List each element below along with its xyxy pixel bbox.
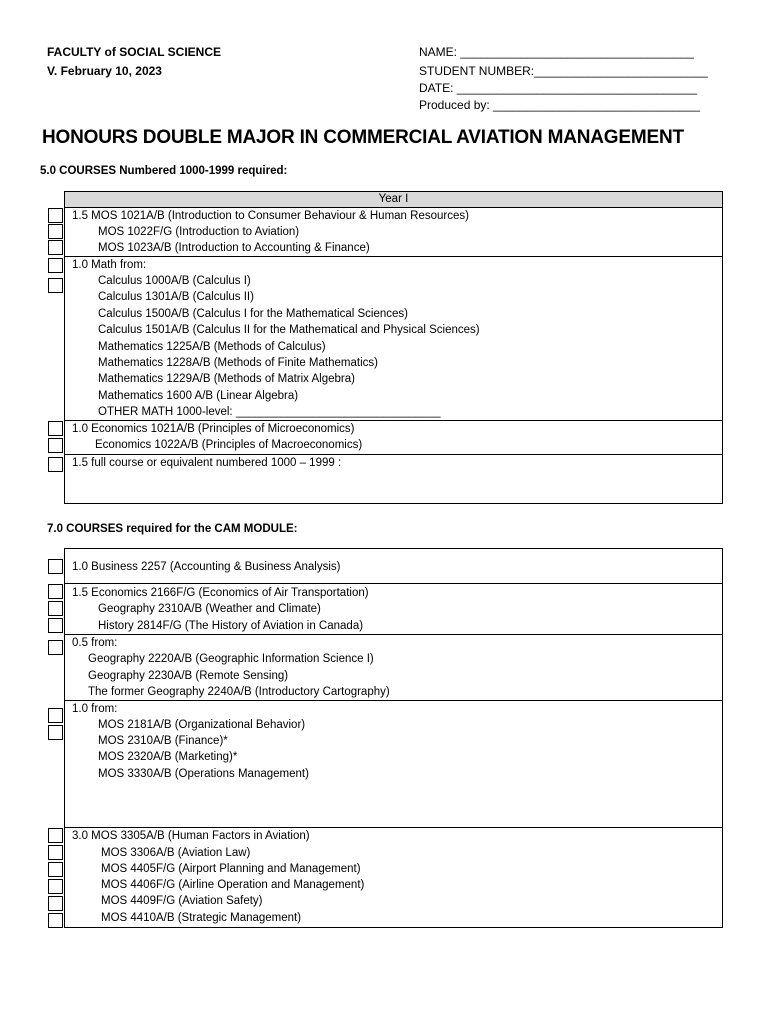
course-line: 1.0 Economics 1021A/B (Principles of Microeconomics)	[72, 423, 355, 435]
checkbox[interactable]	[48, 845, 63, 860]
course-line: Geography 2220A/B (Geographic Information Science I)	[88, 653, 374, 665]
checkbox[interactable]	[48, 208, 63, 223]
date-field[interactable]: DATE: ____________________________________	[419, 81, 698, 95]
course-line: MOS 2181A/B (Organizational Behavior)	[98, 719, 306, 731]
section2-heading: 7.0 COURSES required for the CAM MODULE:	[47, 523, 298, 535]
checkbox[interactable]	[48, 601, 63, 616]
course-line: 1.0 Math from:	[72, 259, 147, 271]
faculty-name: FACULTY of SOCIAL SCIENCE	[47, 45, 222, 59]
course-line: 1.0 from:	[72, 703, 118, 715]
course-line: MOS 1023A/B (Introduction to Accounting & Finance)	[98, 242, 370, 254]
course-line: 1.5 MOS 1021A/B (Introduction to Consumer Behaviour & Human Resources)	[72, 210, 469, 222]
course-line: Mathematics 1228A/B (Methods of Finite Mathematics)	[98, 357, 378, 369]
row-divider	[64, 583, 723, 584]
checkbox[interactable]	[48, 862, 63, 877]
course-line: MOS 4406F/G (Airline Operation and Management)	[101, 879, 365, 891]
student-number-field[interactable]: STUDENT NUMBER:__________________________	[419, 64, 708, 78]
version-date: V. February 10, 2023	[47, 64, 162, 78]
course-line: History 2814F/G (The History of Aviation in Canada)	[98, 620, 364, 632]
course-line: MOS 3306A/B (Aviation Law)	[101, 847, 251, 859]
course-line: 0.5 from:	[72, 637, 118, 649]
checkbox[interactable]	[48, 725, 63, 740]
year-header: Year I	[64, 191, 723, 208]
checkbox[interactable]	[48, 708, 63, 723]
checkbox[interactable]	[48, 584, 63, 599]
page-title: HONOURS DOUBLE MAJOR IN COMMERCIAL AVIATION MANAGEMENT	[42, 127, 684, 148]
course-line: The former Geography 2240A/B (Introductory Cartography)	[88, 686, 390, 698]
checkbox[interactable]	[48, 457, 63, 472]
course-line: MOS 4409F/G (Aviation Safety)	[101, 895, 263, 907]
course-line: 1.0 Business 2257 (Accounting & Business Analysis)	[72, 561, 341, 573]
checkbox[interactable]	[48, 640, 63, 655]
checkbox[interactable]	[48, 828, 63, 843]
course-line: Mathematics 1229A/B (Methods of Matrix Algebra)	[98, 373, 355, 385]
section1-heading: 5.0 COURSES Numbered 1000-1999 required:	[40, 165, 288, 177]
course-line: MOS 4410A/B (Strategic Management)	[101, 912, 302, 924]
course-line: Calculus 1501A/B (Calculus II for the Mathematical and Physical Sciences)	[98, 324, 480, 336]
course-line: MOS 2310A/B (Finance)*	[98, 735, 228, 747]
course-line: MOS 4405F/G (Airport Planning and Management)	[101, 863, 361, 875]
other-math-field[interactable]: OTHER MATH 1000-level: ________________________________	[98, 406, 441, 418]
name-field[interactable]: NAME: ___________________________________	[419, 45, 694, 59]
checkbox[interactable]	[48, 240, 63, 255]
checkbox[interactable]	[48, 421, 63, 436]
checkbox[interactable]	[48, 879, 63, 894]
course-line: Mathematics 1600 A/B (Linear Algebra)	[98, 390, 299, 402]
course-line: Calculus 1301A/B (Calculus II)	[98, 291, 254, 303]
checkbox[interactable]	[48, 258, 63, 273]
course-line: 1.5 full course or equivalent numbered 1000 – 1999 :	[72, 457, 342, 469]
course-line: Economics 1022A/B (Principles of Macroeconomics)	[95, 439, 363, 451]
course-line: 3.0 MOS 3305A/B (Human Factors in Aviation)	[72, 830, 310, 842]
course-line: MOS 3330A/B (Operations Management)	[98, 768, 309, 780]
course-line: 1.5 Economics 2166F/G (Economics of Air Transportation)	[72, 587, 369, 599]
checkbox[interactable]	[48, 278, 63, 293]
course-line: Calculus 1000A/B (Calculus I)	[98, 275, 251, 287]
checkbox[interactable]	[48, 913, 63, 928]
course-line: Mathematics 1225A/B (Methods of Calculus)	[98, 341, 326, 353]
produced-by-field[interactable]: Produced by: _______________________________	[419, 98, 700, 112]
checkbox[interactable]	[48, 896, 63, 911]
course-line: Calculus 1500A/B (Calculus I for the Mathematical Sciences)	[98, 308, 409, 320]
course-line: MOS 2320A/B (Marketing)*	[98, 751, 238, 763]
course-line: Geography 2230A/B (Remote Sensing)	[88, 670, 289, 682]
checkbox[interactable]	[48, 438, 63, 453]
course-line: Geography 2310A/B (Weather and Climate)	[98, 603, 321, 615]
checkbox[interactable]	[48, 224, 63, 239]
course-line: MOS 1022F/G (Introduction to Aviation)	[98, 226, 300, 238]
checkbox[interactable]	[48, 559, 63, 574]
checkbox[interactable]	[48, 618, 63, 633]
